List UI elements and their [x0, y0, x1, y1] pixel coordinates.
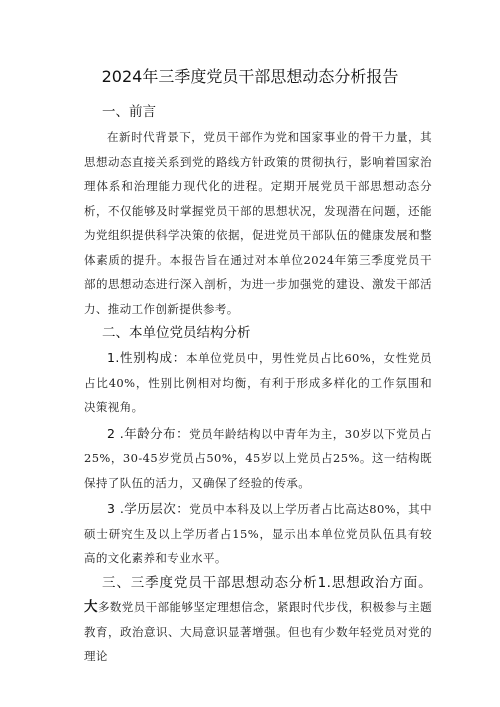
item-lead-education: 3 .学历层次： — [107, 501, 190, 516]
section-preface — [84, 100, 432, 321]
sub-heading-political: 1.思想政治方面。 — [317, 574, 432, 591]
section-heading-member-structure: 二、本单位党员结构分析 — [102, 325, 251, 341]
political-lead-bold: 大 — [84, 599, 98, 615]
section-heading-thought-analysis-line — [84, 571, 432, 669]
item-text-age: 党员年龄结构以中青年为主，30岁以下党员占25%，30-45岁党员占50%，45岁以上党员占25%。这一结构既保持了队伍的活力，又确保了经验的传承。 — [84, 426, 432, 490]
list-item-gender — [84, 346, 432, 420]
item-lead-age: 2 .年龄分布： — [107, 425, 190, 441]
section-thought-analysis — [84, 571, 432, 669]
list-item-age — [84, 422, 432, 496]
document-title: 2024年三季度党员干部思想动态分析报告 — [101, 67, 399, 86]
item-lead-gender: 1.性别构成： — [107, 350, 186, 365]
list-item-education — [84, 497, 432, 571]
document-body — [84, 100, 432, 669]
section-heading-preface: 一、前言 — [102, 104, 156, 120]
section-member-structure — [84, 321, 432, 571]
item-text-gender: 本单位党员中，男性党员占比60%，女性党员占比40%，性别比例相对均衡，有利于形成多样化的工作氛围和决策视角。 — [84, 351, 432, 414]
section-heading-thought-analysis: 三、三季度党员干部思想动态分析 — [102, 574, 318, 591]
preface-paragraph: 在新时代背景下，党员干部作为党和国家事业的骨干力量，其思想动态直接关系到党的路线方针政策的贯彻执行，影响着国家治理体系和治理能力现代化的进程。定期开展党员干部思想动态分析，不仅能够及时掌握党员干部的思想状况，发现潜在问题，还能为党组织提供科学决策的依据，促进党员干部队伍的健康发展和整体素质的提升。本报告旨在通过对本单位2024年第三季度党员干部的思想动态进行深入剖析，为进一步加强党的建设、激发干部活力、推动工作创新提供参考。 — [84, 130, 432, 316]
item-text-education: 党员中本科及以上学历者占比高达80%，其中硕士研究生及以上学历者占15%，显示出本单位党员队伍具有较高的文化素养和专业水平。 — [84, 502, 432, 565]
political-text: 多数党员干部能够坚定理想信念，紧跟时代步伐，积极参与主题教育，政治意识、大局意识显著增强。但也有少数年轻党员对党的理论 — [84, 600, 432, 663]
